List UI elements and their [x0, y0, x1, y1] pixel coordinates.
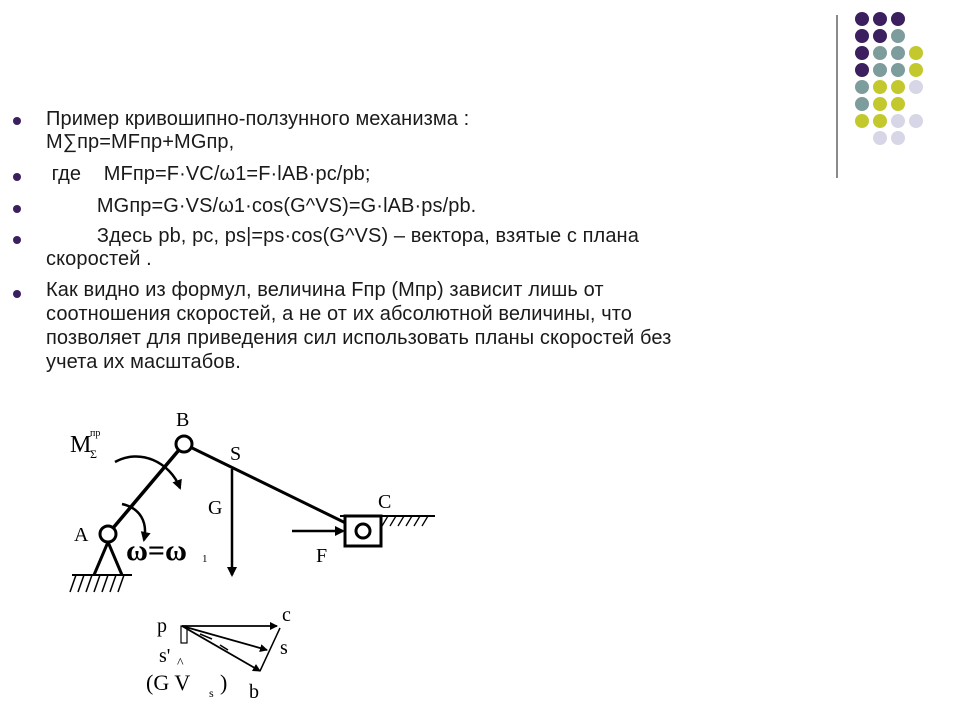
bullet-text-line: соотношения скоростей, а не от их абсолютной величины, что	[46, 303, 633, 325]
joint-a	[100, 526, 116, 542]
label-s: S	[230, 443, 242, 465]
plan-label-c: c	[282, 604, 291, 626]
bullet-marker	[13, 173, 21, 181]
bullet-text-line: скоростей .	[46, 248, 152, 270]
joint-b	[176, 436, 192, 452]
plan-caret: ^	[177, 656, 184, 671]
label-moment-subscript: Σ	[90, 447, 97, 461]
label-moment: M	[70, 432, 92, 458]
ground-support-a	[70, 542, 132, 592]
crank-slider-mechanism-figure	[60, 400, 450, 710]
plan-label-s: s	[280, 637, 288, 659]
velocity-plan	[146, 604, 291, 703]
plan-caption-subscript: s	[209, 686, 214, 700]
bullet-marker	[13, 290, 21, 298]
label-a: A	[74, 524, 89, 546]
bullet-text-line: Как видно из формул, величина Fпр (Мпр) зависит лишь от	[46, 279, 604, 301]
label-f: F	[316, 545, 328, 567]
label-g: G	[208, 497, 223, 519]
label-omega: ω=ω	[126, 534, 187, 567]
bullet-marker	[13, 117, 21, 125]
plan-label-p: p	[157, 615, 167, 637]
plan-caption-end: )	[220, 670, 228, 695]
bullet-text-line: позволяет для приведения сил использовать планы скоростей без	[46, 327, 672, 349]
bullet-text-line: Здесь pb, pc, ps|=ps·cos(G^VS) – вектора, взятые с плана	[46, 225, 639, 247]
bullet-marker	[13, 236, 21, 244]
bullet-marker	[13, 205, 21, 213]
label-moment-superscript: пр	[90, 428, 101, 439]
slider-c	[340, 516, 435, 546]
label-b: B	[176, 409, 190, 431]
bullet-text-line: учета их масштабов.	[46, 351, 241, 373]
bullet-text-line: Пример кривошипно-ползунного механизма :	[46, 108, 470, 130]
plan-label-b: b	[249, 681, 259, 703]
bullet-text-line: где МFпр=F·VC/ω1=F·lAB·pc/pb;	[46, 163, 371, 185]
label-omega-subscript: 1	[202, 553, 208, 565]
plan-label-s-prime: s'	[159, 645, 171, 667]
plan-caption: (G V	[146, 670, 191, 695]
bullet-text-line: М∑пр=МFпр+МGпр,	[46, 131, 235, 153]
label-c: C	[378, 491, 392, 513]
bullet-text-line: МGпр=G·VS/ω1·cos(G^VS)=G·lAB·ps/pb.	[46, 195, 477, 217]
